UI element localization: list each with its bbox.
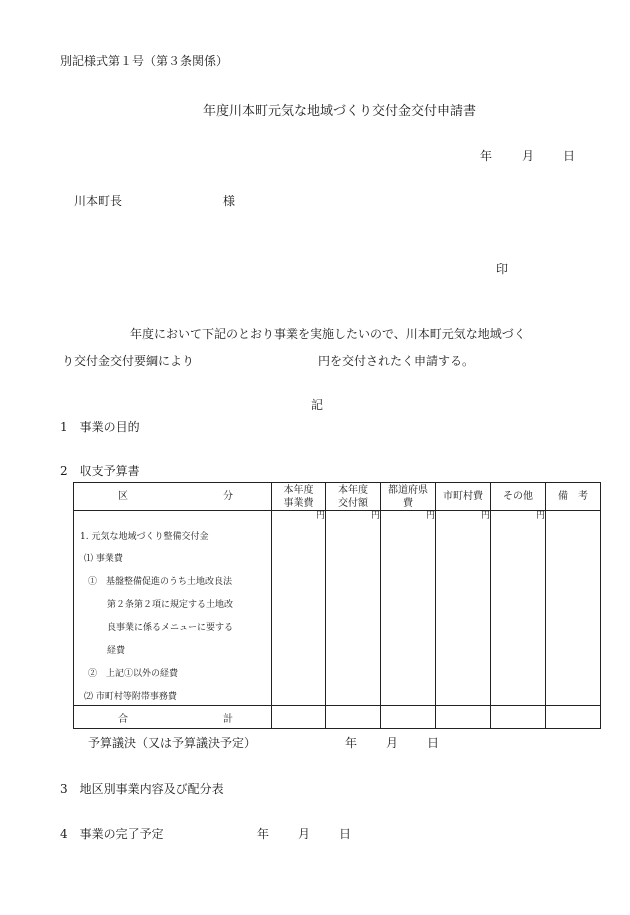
header-category-right: 分 [223, 491, 233, 502]
prefecture-cost-cell: 円 [381, 511, 436, 706]
date-day: 日 [563, 149, 576, 163]
budget-resolution-year: 年 [345, 736, 358, 750]
total-label-left: 合 [118, 713, 128, 725]
header-category-left: 区 [118, 491, 128, 502]
header-project-cost-line2: 事業費 [283, 497, 314, 509]
other-cost-cell: 円 [491, 511, 546, 706]
document-title: 年度川本町元気な地域づくり交付金交付申請書 [203, 104, 477, 119]
total-label-right: 計 [223, 713, 233, 725]
total-remarks [546, 706, 601, 729]
form-number: 別記様式第１号（第３条関係） [60, 54, 229, 68]
date-year: 年 [480, 149, 493, 163]
body-line-2-end: 円を交付されたく申請する。 [318, 354, 475, 368]
ki-heading: 記 [311, 398, 324, 412]
total-label [74, 706, 272, 729]
total-municipal-cost [436, 706, 491, 729]
total-project-cost [272, 706, 326, 729]
seal-mark: 印 [496, 262, 509, 276]
item-2: ⑴ 事業費 [84, 554, 123, 564]
header-municipal-cost: 市町村費 [436, 483, 491, 511]
section-2-heading: 2 収支予算書 [60, 464, 140, 478]
completion-month: 月 [298, 827, 311, 841]
budget-resolution-label: 予算議決（又は予算議決予定） [88, 736, 257, 750]
total-other-cost [491, 706, 546, 729]
header-project-cost [272, 483, 326, 511]
item-8: ⑵ 市町村等附帯事務費 [84, 692, 177, 702]
remarks-cell [546, 511, 601, 706]
completion-day: 日 [339, 827, 352, 841]
item-7: ② 上記①以外の経費 [88, 669, 179, 679]
header-prefecture-cost [381, 483, 436, 511]
project-cost-cell: 円 [272, 511, 326, 706]
item-1: 1. 元気な地域づくり整備交付金 [80, 532, 209, 542]
item-6: 経費 [107, 646, 126, 656]
header-other: その他 [491, 483, 546, 511]
header-category [74, 483, 272, 511]
date-month: 月 [522, 149, 535, 163]
item-5: 良事業に係るメニューに要する [107, 623, 234, 633]
budget-table [73, 482, 601, 729]
header-grant-amount [326, 483, 381, 511]
grant-amount-cell: 円 [326, 511, 381, 706]
item-list [74, 511, 272, 706]
total-row [74, 706, 601, 729]
addressee-honorific: 様 [223, 194, 236, 208]
municipal-cost-cell: 円 [436, 511, 491, 706]
budget-resolution-month: 月 [386, 736, 399, 750]
total-prefecture-cost [381, 706, 436, 729]
header-grant-amount-line2: 交付額 [338, 497, 368, 509]
header-grant-amount-line1: 本年度 [338, 484, 368, 496]
header-prefecture-cost-line1: 都道府県 [388, 484, 428, 496]
header-remarks: 備 考 [546, 483, 601, 511]
header-prefecture-cost-line2: 費 [403, 497, 413, 509]
total-grant-amount [326, 706, 381, 729]
section-4-heading: 4 事業の完了予定 [60, 827, 164, 841]
header-project-cost-line1: 本年度 [283, 484, 314, 496]
item-3: ① 基盤整備促進のうち土地改良法 [88, 577, 233, 587]
table-header-row [74, 483, 601, 511]
section-1-heading: 1 事業の目的 [60, 420, 140, 434]
addressee-name: 川本町長 [74, 194, 123, 208]
table-row [74, 511, 601, 706]
item-4: 第２条第２項に規定する土地改 [107, 600, 234, 610]
completion-year: 年 [257, 827, 270, 841]
section-3-heading: 3 地区別事業内容及び配分表 [60, 782, 224, 796]
body-line-1: 年度において下記のとおり事業を実施したいので、川本町元気な地域づく [130, 327, 526, 341]
budget-resolution-day: 日 [427, 736, 440, 750]
body-line-2-start: り交付金交付要綱により [62, 354, 195, 368]
